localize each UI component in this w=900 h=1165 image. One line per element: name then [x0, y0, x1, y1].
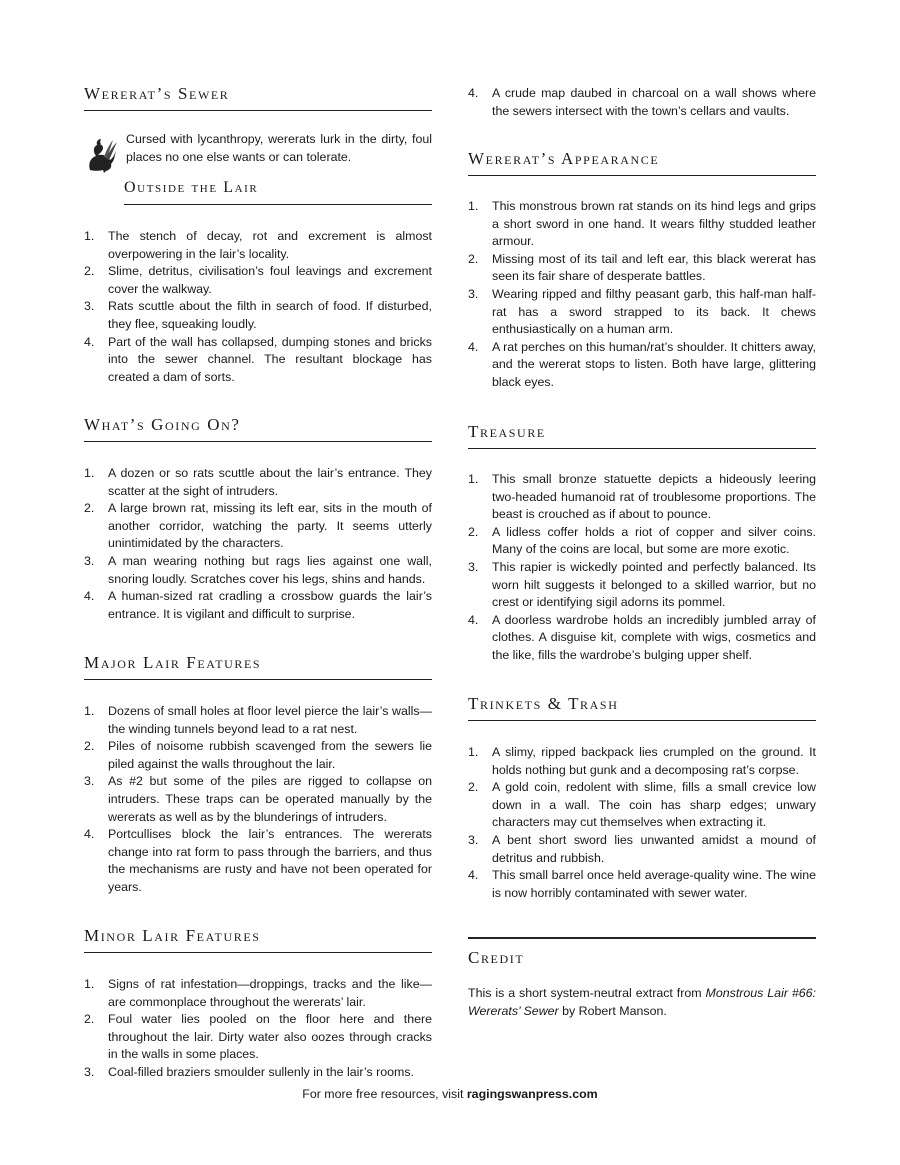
minor-features-list-continued: [468, 85, 816, 120]
appearance-list: [468, 198, 816, 392]
list-item: 3. Coal-filled braziers smoulder sullenly in the lair’s rooms.: [84, 1064, 414, 1079]
list-item: 1. A slimy, ripped backpack lies crumpled on the ground. It holds nothing but gunk and a decomposing rat’s corpse.: [468, 745, 816, 777]
list-item: 4. Part of the wall has collapsed, dumping stones and bricks into the sewer channel. The resultant blockage has created a dam of sorts.: [84, 334, 432, 384]
list-item: 4. Portcullises block the lair’s entrances. The wererats change into rat form to pass through the barriers, and thus the mechanisms are rusty and have not been operated for years.: [84, 827, 432, 894]
list-item: 2. A lidless coffer holds a riot of copper and silver coins. Many of the coins are local, but some are more exotic.: [468, 524, 816, 557]
list-item: 2. A large brown rat, missing its left ear, sits in the mouth of another corridor, watching the party. It seems utterly unintimidated by the characters.: [84, 501, 432, 551]
footer-link[interactable]: ragingswanpress.com: [466, 1087, 598, 1101]
list-item: 4. This small barrel once held average-quality wine. The wine is now horribly contaminated with sewer water.: [468, 868, 816, 900]
treasure-list: [468, 471, 816, 665]
credit-divider: [468, 937, 816, 939]
list-item: 2. Missing most of its tail and left ear, this black wererat has seen its fair share of desperate battles.: [468, 251, 816, 284]
list-item: 3. Wearing ripped and filthy peasant garb, this half-man half-rat has a sword strapped to its back. It chews enthusiastically on a human arm.: [468, 286, 816, 337]
outside-lair-heading: Outside the Lair: [124, 178, 432, 205]
list-item: 3. Rats scuttle about the filth in search of food. If disturbed, they flee, squeaking loudly.: [84, 299, 432, 331]
list-item: 1. A dozen or so rats scuttle about the lair’s entrance. They scatter at the sight of intruders.: [84, 466, 432, 498]
list-item: 3. A bent short sword lies unwanted amidst a mound of detritus and rubbish.: [468, 832, 816, 865]
credit-heading: Credit: [468, 948, 525, 967]
credit-text: This is a short system-neutral extract from Monstrous Lair #66: Wererats’ Sewer by Robert Manson.: [468, 986, 816, 1018]
trinkets-list: [468, 744, 816, 902]
list-item: 1. Signs of rat infestation—droppings, tracks and the like—are commonplace throughout the wererats’ lair.: [84, 977, 432, 1009]
list-item: 4. A crude map daubed in charcoal on a wall shows where the sewers intersect with the town’s cellars and vaults.: [468, 86, 816, 118]
page-title: Wererat’s Sewer: [84, 84, 432, 111]
list-item: 1. This monstrous brown rat stands on its hind legs and grips a short sword in one hand. It wears filthy studded leather armour.: [468, 199, 816, 249]
major-features-list: [84, 703, 432, 897]
swan-logo-icon: [84, 134, 118, 174]
whats-going-on-heading: What’s Going On?: [84, 415, 432, 442]
appearance-heading: Wererat’s Appearance: [468, 149, 816, 176]
minor-features-list: [84, 976, 432, 1082]
list-item: 2. Foul water lies pooled on the floor here and there throughout the lair. Dirty water also oozes through cracks in the walls in some places.: [84, 1012, 432, 1062]
outside-lair-list: [84, 228, 432, 386]
list-item: 3. This rapier is wickedly pointed and perfectly balanced. Its worn hilt suggests it belonged to a skilled warrior, but no crest or identifying sigil adorns its pommel.: [468, 559, 816, 610]
treasure-heading: Treasure: [468, 422, 816, 449]
list-item: 1. Dozens of small holes at floor level pierce the lair’s walls—the winding tunnels beyond lead to a rat nest.: [84, 704, 432, 736]
list-item: 2. Piles of noisome rubbish scavenged from the sewers lie piled against the walls throughout the lair.: [84, 739, 432, 771]
list-item: 2. A gold coin, redolent with slime, fills a small crevice low down in a wall. The coin has sharp edges; unwary characters may cut themselves when extracting it.: [468, 780, 816, 830]
list-item: 3. A man wearing nothing but rags lies against one wall, snoring loudly. Scratches cover his legs, shins and hands.: [84, 553, 432, 586]
intro-text: Cursed with lycanthropy, wererats lurk in the dirty, foul places no one else wants or can tolerate.: [126, 132, 432, 164]
list-item: 4. A doorless wardrobe holds an incredibly jumbled array of clothes. A disguise kit, complete with wigs, cosmetics and the like, fills the wardrobe’s bulging upper shelf.: [468, 612, 816, 662]
list-item: 1. The stench of decay, rot and excrement is almost overpowering in the lair’s locality.: [84, 229, 432, 261]
list-item: 2. Slime, detritus, civilisation’s foul leavings and excrement cover the walkway.: [84, 264, 432, 296]
major-features-heading: Major Lair Features: [84, 653, 432, 680]
list-item: 4. A human-sized rat cradling a crossbow guards the lair’s entrance. It is vigilant and difficult to surprise.: [84, 589, 432, 621]
list-item: 4. A rat perches on this human/rat’s shoulder. It chitters away, and the wererat stops to listen. Both have large, glittering black eyes.: [468, 339, 816, 389]
list-item: 3. As #2 but some of the piles are rigged to collapse on intruders. These traps can be operated manually by the wererats as well as by the blunderings of intruders.: [84, 774, 432, 824]
footer: For more free resources, visit ragingswanpress.com: [302, 1087, 598, 1101]
minor-features-heading: Minor Lair Features: [84, 926, 432, 953]
credit-work-title: Monstrous Lair #66: Wererats’ Sewer: [468, 986, 816, 1018]
trinkets-heading: Trinkets & Trash: [468, 694, 816, 721]
list-item: 1. This small bronze statuette depicts a hideously leering two-headed humanoid rat of troublesome proportions. The beast is crouched as if about to pounce.: [468, 472, 816, 522]
whats-going-on-list: [84, 465, 432, 623]
